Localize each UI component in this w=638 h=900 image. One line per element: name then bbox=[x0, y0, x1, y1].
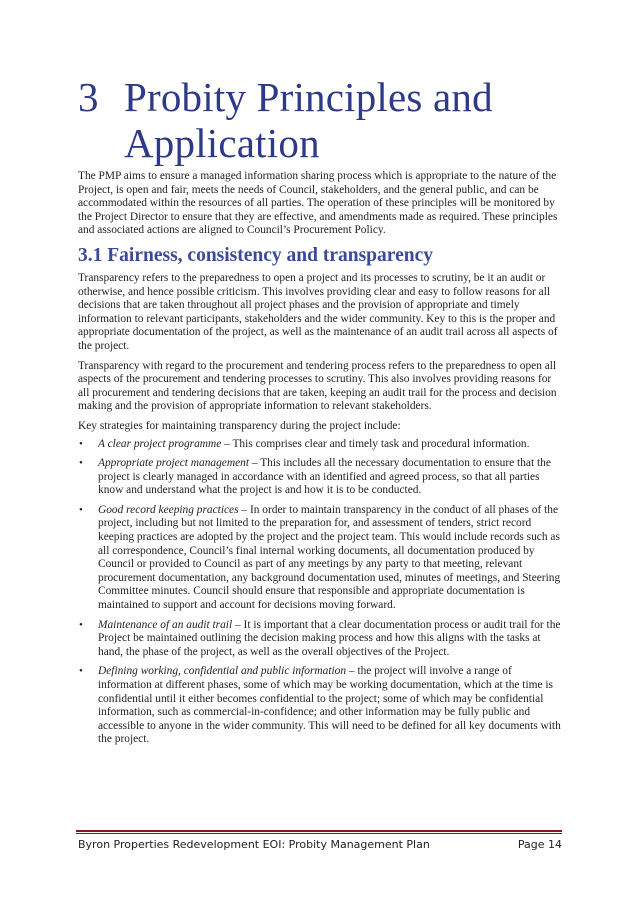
bullet-icon: • bbox=[79, 503, 83, 516]
chapter-number: 3 bbox=[78, 74, 99, 120]
page-footer bbox=[78, 838, 562, 851]
list-item-text: – This comprises clear and timely task and procedural information. bbox=[221, 437, 530, 450]
list-item-text: – the project will involve a range of information at different phases, some of which may be working documentation, which at the time is confidential until it either becomes confidential to the project; some of which may be confidential information, such as commercial-in-confidence; and other information may be fully public and accessible to anyone in the wider community. This will need to be defined for all key documents with the project. bbox=[98, 665, 561, 746]
chapter-title-line-2: Application bbox=[124, 120, 320, 166]
paragraph-transparency: Transparency refers to the preparedness to open a project and its processes to scrutiny, be it an audit or otherwise, and hence possible criticism. This involves providing clear and easy to follow reasons for all decisions that are taken throughout all project phases and the provision of appropriate and timely information to relevant participants, stakeholders and the wider community. Key to this is the proper and appropriate documentation of the project, as well as the maintenance of an audit trail across all aspects of the project. bbox=[78, 271, 558, 352]
list-item-term: A clear project programme bbox=[98, 437, 222, 450]
bullet-icon: • bbox=[79, 665, 83, 678]
chapter-title bbox=[124, 74, 493, 166]
list-item bbox=[78, 619, 562, 660]
bullet-icon: • bbox=[79, 437, 83, 450]
footer-divider bbox=[76, 830, 562, 832]
list-item-term: Good record keeping practices bbox=[98, 503, 239, 516]
list-item-text: – It is important that a clear documentation process or audit trail for the Project be maintained outlining the decision making process and how this aligns with the tasks at hand, the phase of the project, as well as the overall objectives of the Project. bbox=[98, 618, 561, 658]
bullet-icon: • bbox=[79, 457, 83, 470]
list-item bbox=[78, 438, 562, 452]
list-item-text: – This includes all the necessary documentation to ensure that the project is clearly managed in accordance with an identified and agreed process, so that all parties know and understand what the project is and how it is to be conducted. bbox=[98, 457, 551, 497]
footer-divider-thin bbox=[76, 833, 562, 834]
list-item-term: Defining working, confidential and public information bbox=[98, 665, 347, 678]
section-heading: 3.1 Fairness, consistency and transparency bbox=[78, 244, 433, 266]
list-item-term: Appropriate project management bbox=[98, 457, 250, 470]
footer-document-title: Byron Properties Redevelopment EOI: Probity Management Plan bbox=[78, 838, 430, 851]
bullet-icon: • bbox=[79, 618, 83, 631]
footer-page-number: Page 14 bbox=[517, 838, 562, 851]
document-page bbox=[78, 74, 562, 753]
chapter-heading bbox=[78, 74, 562, 166]
paragraph-procurement: Transparency with regard to the procurement and tendering process refers to the preparedness to open all aspects of the procurement and tendering processes to scrutiny. This also involves providing reasons for all procurement and tendering decisions that are taken, keeping an audit trail for the process and decision making and the provision of appropriate information to relevant stakeholders. bbox=[78, 359, 557, 413]
list-item bbox=[78, 457, 562, 498]
paragraph-key-strategies: Key strategies for maintaining transparency during the project include: bbox=[78, 419, 401, 432]
intro-paragraph: The PMP aims to ensure a managed information sharing process which is appropriate to the nature of the Project, is open and fair, meets the needs of Council, stakeholders, and the general public, and can be accommodated within the resources of all parties. The operation of these principles will be monitored by the Project Director to ensure that they are effective, and amendments made as required. These principles and associated actions are aligned to Council’s Procurement Policy. bbox=[78, 170, 558, 237]
strategies-list bbox=[78, 438, 562, 747]
chapter-title-line-1: Probity Principles and bbox=[124, 74, 493, 120]
list-item-term: Maintenance of an audit trail bbox=[98, 618, 233, 631]
list-item bbox=[78, 665, 562, 747]
list-item bbox=[78, 504, 562, 613]
list-item-text: – In order to maintain transparency in the conduct of all phases of the project, including but not limited to the preparation for, and assessment of tenders, strict record keeping practices are adopted by the project and the project team. This would include records such as all correspondence, Council’s final internal working documents, all documentation produced by Council or provided to Council as part of any meetings by any party to that meeting, relevant procurement documentation, any background documentation used, minutes of meetings, and Steering Committee minutes. Council should ensure that responsible and appropriate documentation is maintained to support and account for decisions moving forward. bbox=[98, 503, 561, 612]
